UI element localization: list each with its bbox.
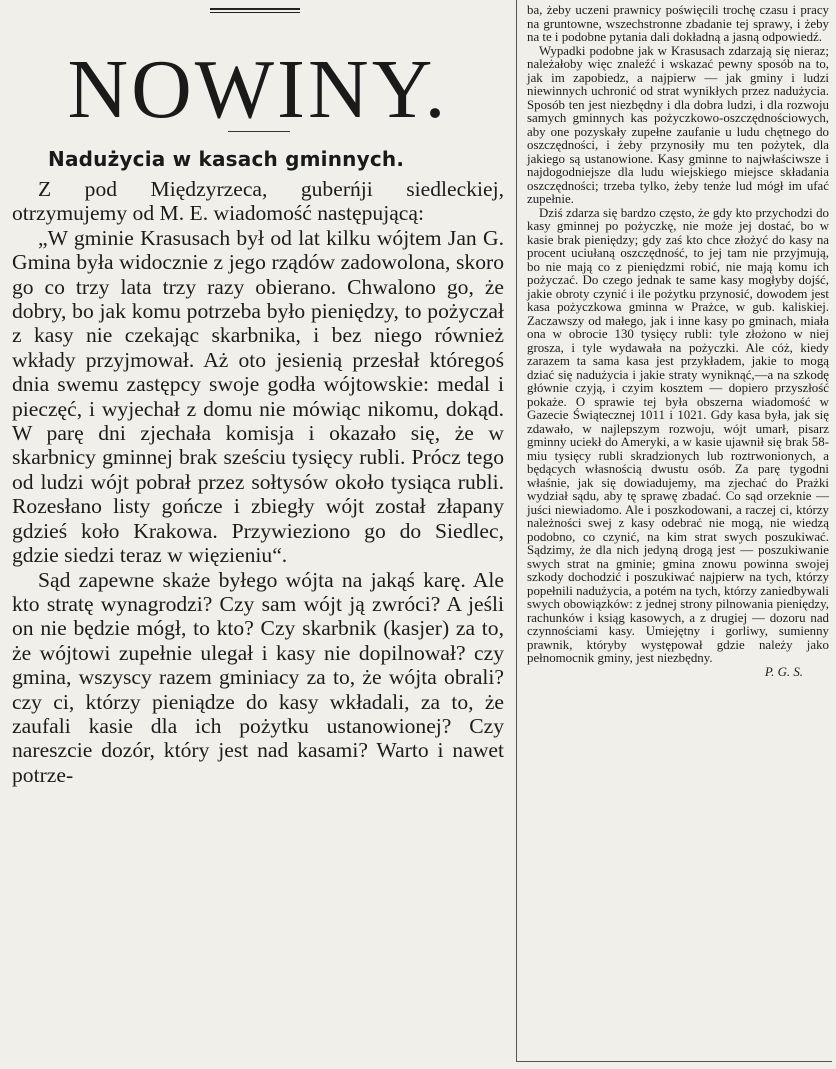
paragraph: ba, żeby uczeni prawnicy poświęcili trochę czasu i pracy na gruntowne, wszechstronne zbadanie tej sprawy, i żeby na te i podobne pytania dali dokładną a jasną odpowiedź. [527,3,829,44]
paragraph: „W gminie Krasusach był od lat kilku wójtem Jan G. Gmina była widocznie z jego rządów zadowolona, skoro go co trzy lata trzy razy obierano. Chwalono go, że dobry, bo jak komu potrzeba było pieniędzy, to pożyczał z kasy nie czekając skarbnika, i bez niego również wkłady przyjmował. Aż oto jesienią przesłał któregoś dnia swemu zastępcy swoje godła wójtowskie: medal i pieczęć, i wyjechał z domu nie mówiąc nikomu, dokąd. W parę dni zjechała komisja i okazało się, że w skarbnicy gminnej brak sześciu tysięcy rubli. Prócz tego od ludzi wójt pobrał przez sołtysów około tysiąca rubli. Rozesłano listy gończe i zbiegły wójt został złapany gdzieś koło Krakowa. Przywieziono go do Siedlec, gdzie siedzi teraz w więzieniu“. [12,225,504,568]
masthead-rule [228,131,290,132]
article-headline: Nadużycia w kasach gminnych. [48,147,405,171]
right-column [527,4,829,679]
paragraph: Dziś zdarza się bardzo często, że gdy kto przychodzi do kasy gminnej po pożyczkę, nie może jej dostać, bo w kasie brak pieniędzy; gdy zaś kto chce złożyć do kasy na procent uciułaną oszczędność, to jej tam nie przyjmują, bo nie mają co z pieniędzmi robić, nie mają komu ich pożyczać. Do czego jednak te same kasy mogłyby dojść, jakie obroty czynić i ile pożytku przynosić, dowodem jest kasa pożyczkowa gminna w Prażce, w gub. kaliskiej. Zaczawszy od małego, jak i inne kasy po gminach, miała ona w obrocie 130 tysięcy rubli: tyle złożono w niej grosza, i tyle wydawała na pożyczki. Ale cóż, kiedy zarazem ta sama kasa jest przykładem, jakie to mogą dziać się nadużycia i jakie straty wyniknąć,—a na szkodę głównie czyją, i czyim kosztem — dopiero przyszłość pokaże. O sprawie tej była obszerna wiadomość w Gazecie Świątecznej 1011 i 1021. Gdy kasa była, jak się zdawało, w najlepszym rozwoju, wójt umarł, pisarz gminny uciekł do Ameryki, a w kasie ujawnił się brak 58-miu tysięcy rubli skradzionych lub roztrwonionych, a będących własnością dwustu osób. Za parę tygodni właśnie, jak się dowiadujemy, ma zjechać do Prażki wydział sądu, aby tę sprawę zbadać. Co sąd orzeknie — juści niewiadomo. Ale i poszkodowani, a raczej ci, którzy należności swej z kasy odebrać nie mogą, nie wiedzą podobno, co czynić, na kim strat swych poszukiwać. Sądzimy, że dla nich jedyną drogą jest — poszukiwanie swych strat na gminie; gmina znowu powinna swojej szkody dochodzić i poszukiwać najpierw na tych, którzy popełnili nadużycia, a potém na tych, którzy zaniedbywali swych obowiązków: z jednej strony pilnowania pieniędzy, rachunków i ksiąg kasowych, a z drugiej — dozoru nad czynnościami kasy. Umiejętny i gorliwy, sumienny prawnik, któryby występował gdzie należy jako pełnomocnik gminy, jest niezbędny. [527,205,829,665]
article-body-left [12,177,504,787]
column-divider [516,0,517,1062]
paragraph: Z pod Międzyrzeca, guberńji siedleckiej, otrzymujemy od M. E. wiadomość następującą: [12,177,504,226]
column-bottom-rule [516,1061,832,1062]
section-masthead: NOWINY. [67,43,449,136]
paragraph: Sąd zapewne skaże byłego wójta na jakąś karę. Ale kto stratę wynagrodzi? Czy sam wójt ją zwróci? A jeśli on nie będzie mógł, to kto? Czy skarbnik (kasjer) za to, że wójtowi zupełnie ulegał i kasy nie dopilnował? czy gmina, wszyscy razem gminiacy za to, że wójta obrali? czy ci, którzy pieniądze do kasy wkładali, za to, że zaufali kasie dla ich pożytku ustanowionej? Czy nareszcie dozór, który jest nad kasami? Warto i nawet potrze- [12,567,504,787]
author-signature: P. G. S. [764,664,803,679]
paragraph: Wypadki podobne jak w Krasusach zdarzają się nieraz; należałoby więc znaleźć i wskazać pewny sposób na to, jak im zapobiedz, a najpierw — jak gminy i ludzi niewinnych uchronić od strat wynikłych przez nadużycia. Sposób ten jest niezbędny i dla dobra ludzi, i dla rozwoju samych gminnych kas pożyczkowo-oszczędnościowych, aby one pozyskały zupełne zaufanie u ludu chętnego do oszczędności, i żeby przynosiły mu ten pożytek, dla jakiego są ustanowione. Kasy gminne to najwłaściwsze i najdogodniejsze dla ludu wiejskiego miejsce składania oszczędności; trzeba tylko, żeby tenże lud mógł im ufać zupełnie. [527,43,829,206]
top-ornament-rule [210,8,300,13]
